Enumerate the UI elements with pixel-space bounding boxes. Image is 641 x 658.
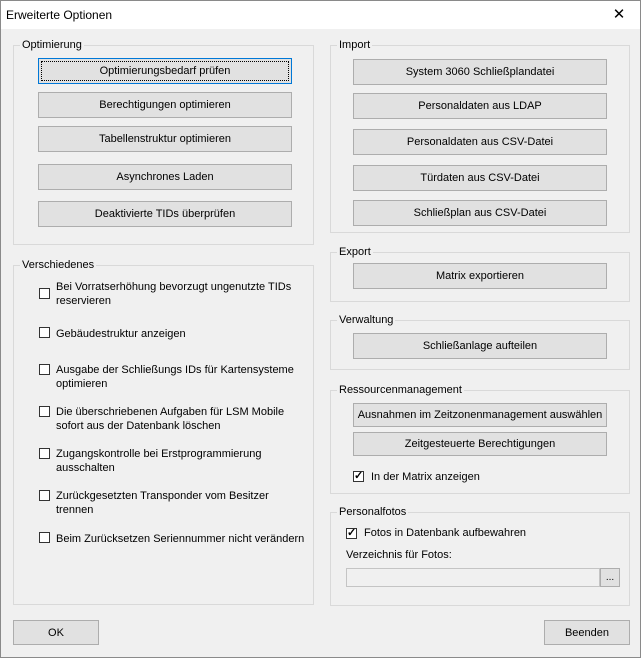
group-verschiedenes: [13, 259, 314, 605]
checkbox-vorratserhoehung[interactable]: [39, 288, 50, 299]
checkbox-vorratserhoehung-label: Bei Vorratserhöhung bevorzugt ungenutzte TIDs reservieren: [56, 281, 292, 307]
checkbox-zugangskontrolle-label: Zugangskontrolle bei Erstprogrammierung ausschalten: [56, 448, 262, 474]
verzeichnis-fotos-label: Verzeichnis für Fotos:: [346, 549, 452, 561]
ausnahmen-zeitzonenmanagement-button[interactable]: Ausnahmen im Zeitzonenmanagement auswählen: [353, 403, 607, 427]
matrix-exportieren-button[interactable]: Matrix exportieren: [353, 263, 607, 289]
title-bar: [1, 1, 640, 29]
checkbox-seriennummer[interactable]: [39, 532, 50, 543]
checkbox-lsm-mobile-label: Die überschriebenen Aufgaben für LSM Mobile sofort aus der Datenbank löschen: [56, 406, 285, 432]
deaktivierte-tids-pruefen-button[interactable]: Deaktivierte TIDs überprüfen: [38, 201, 292, 227]
berechtigungen-optimieren-button[interactable]: Berechtigungen optimieren: [38, 92, 292, 118]
checkbox-zugangskontrolle[interactable]: [39, 448, 50, 459]
schliessplan-csv-button[interactable]: Schließplan aus CSV-Datei: [353, 200, 607, 226]
zeitgesteuerte-berechtigungen-button[interactable]: Zeitgesteuerte Berechtigungen: [353, 432, 607, 456]
checkbox-schliessungs-ids-label: Ausgabe der Schließungs IDs für Kartensysteme optimieren: [56, 364, 294, 390]
group-ressourcenmanagement-legend: Ressourcenmanagement: [339, 384, 462, 396]
checkbox-in-matrix-anzeigen-label: In der Matrix anzeigen: [371, 471, 480, 483]
group-personalfotos-legend: Personalfotos: [339, 506, 407, 518]
group-verschiedenes-legend: Verschiedenes: [22, 259, 95, 271]
group-export-legend: Export: [339, 246, 371, 258]
checkbox-fotos-datenbank[interactable]: [346, 528, 357, 539]
group-import-legend: Import: [339, 39, 371, 51]
system-3060-schliessplandatei-button[interactable]: System 3060 Schließplandatei: [353, 59, 607, 85]
checkbox-lsm-mobile[interactable]: [39, 406, 50, 417]
personaldaten-ldap-button[interactable]: Personaldaten aus LDAP: [353, 93, 607, 119]
window-title: Erweiterte Optionen: [6, 8, 113, 22]
schliessanlage-aufteilen-button[interactable]: Schließanlage aufteilen: [353, 333, 607, 359]
beenden-button[interactable]: Beenden: [544, 620, 630, 645]
tuerdaten-csv-button[interactable]: Türdaten aus CSV-Datei: [353, 165, 607, 191]
checkbox-fotos-datenbank-label: Fotos in Datenbank aufbewahren: [364, 527, 527, 539]
tabellenstruktur-optimieren-button[interactable]: Tabellenstruktur optimieren: [38, 126, 292, 152]
verzeichnis-fotos-input[interactable]: [346, 568, 600, 587]
checkbox-transponder-trennen[interactable]: [39, 490, 50, 501]
checkbox-transponder-trennen-label: Zurückgesetzten Transponder vom Besitzer trennen: [56, 490, 269, 516]
ok-button[interactable]: OK: [13, 620, 99, 645]
checkbox-gebaeudestruktur-label: Gebäudestruktur anzeigen: [56, 328, 186, 340]
checkbox-schliessungs-ids[interactable]: [39, 364, 50, 375]
group-optimierung-legend: Optimierung: [22, 39, 82, 51]
checkbox-in-matrix-anzeigen[interactable]: [353, 471, 364, 482]
group-verwaltung-legend: Verwaltung: [339, 314, 394, 326]
close-icon[interactable]: ✕: [612, 6, 626, 23]
checkbox-gebaeudestruktur[interactable]: [39, 327, 50, 338]
checkbox-seriennummer-label: Beim Zurücksetzen Seriennummer nicht verändern: [56, 533, 305, 545]
browse-button[interactable]: ...: [600, 568, 620, 587]
optimierungsbedarf-pruefen-button[interactable]: Optimierungsbedarf prüfen: [38, 58, 292, 84]
asynchrones-laden-button[interactable]: Asynchrones Laden: [38, 164, 292, 190]
personaldaten-csv-button[interactable]: Personaldaten aus CSV-Datei: [353, 129, 607, 155]
